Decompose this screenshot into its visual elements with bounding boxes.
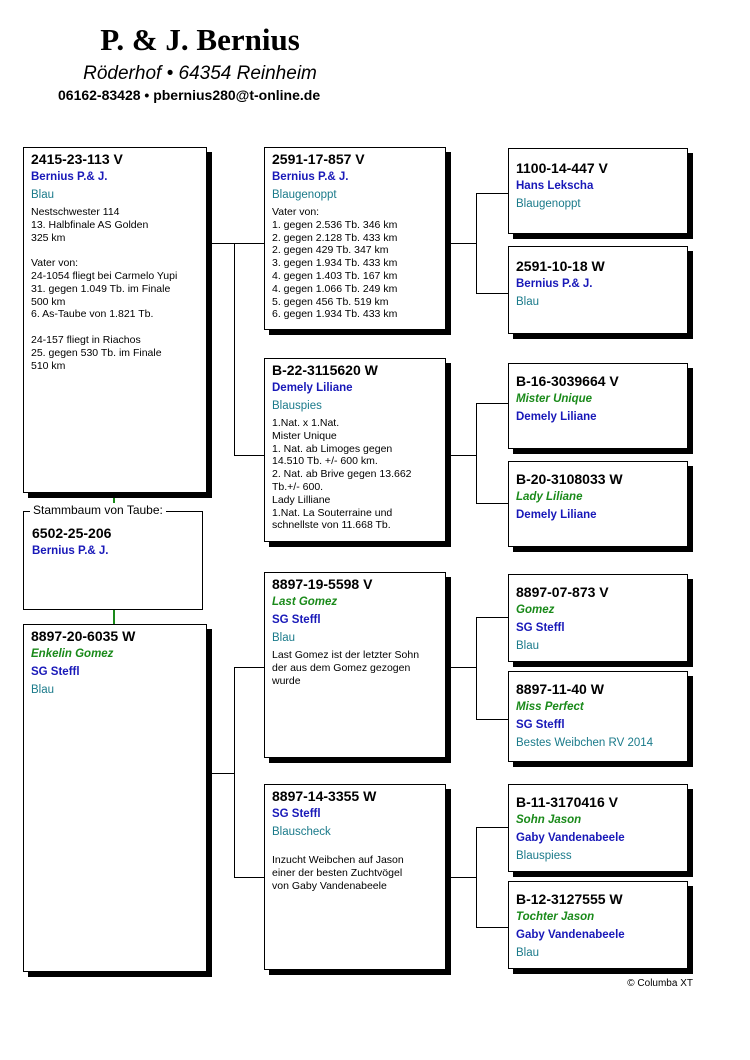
maternal-grandfather-card[interactable] — [264, 572, 446, 758]
breeder-contact: 06162-83428 • pbernius280@t-online.de — [58, 87, 321, 103]
ffm-card[interactable] — [508, 246, 688, 334]
ff-color: Blaugenoppt — [272, 189, 337, 201]
fm-color: Blauspies — [272, 400, 322, 412]
mm-ring-number: 8897-14-3355 W — [272, 788, 377, 804]
mmm-color: Blau — [516, 947, 540, 959]
fff-color: Blaugenoppt — [516, 198, 581, 210]
mf-color: Blau — [272, 632, 296, 644]
copyright: © Columba XT — [627, 978, 693, 989]
fmf-ring-number: B-16-3039664 V — [516, 373, 619, 389]
subject-card[interactable] — [23, 511, 203, 610]
mf-pigeon-name: Last Gomez — [272, 596, 338, 608]
ff-notes: Vater von: 1. gegen 2.536 Tb. 346 km 2. gegen 2.128 Tb. 433 km 2. gegen 429 Tb. 347 km 3. gegen 1.934 Tb. 433 km 4. gegen 1.403 Tb. 167 km 4. gegen 1.066 Tb. 249 km 5. gegen 456 Tb. 519 km 6. gegen 1.934 Tb. 433 km — [272, 206, 398, 321]
mmm-pigeon-name: Tochter Jason — [516, 911, 595, 923]
mm-notes: Inzucht Weibchen auf Jason einer der besten Zuchtvögel von Gaby Vandenabeele — [272, 854, 404, 892]
mfm-ring-number: 8897-11-40 W — [516, 681, 604, 697]
mmf-pigeon-name: Sohn Jason — [516, 814, 582, 826]
father-notes: Nestschwester 114 13. Halbfinale AS Golden 325 km Vater von: 24-1054 fliegt bei Carmelo Yupi 31. gegen 1.049 Tb. im Finale 500 km 6. As-Taube von 1.821 Tb. 24-157 fliegt in Riachos 25. gegen 530 Tb. im Finale 510 km — [31, 206, 178, 372]
fmm-pigeon-name: Lady Liliane — [516, 491, 583, 503]
mother-ring-number: 8897-20-6035 W — [31, 628, 136, 644]
mm-breeder: SG Steffl — [272, 808, 321, 820]
ffm-ring-number: 2591-10-18 W — [516, 258, 605, 274]
mother-card[interactable] — [23, 624, 207, 972]
mff-card[interactable] — [508, 574, 688, 662]
mm-color: Blauscheck — [272, 826, 331, 838]
ffm-color: Blau — [516, 296, 540, 308]
fmf-card[interactable] — [508, 363, 688, 449]
fmm-card[interactable] — [508, 461, 688, 547]
mf-ring-number: 8897-19-5598 V — [272, 576, 373, 592]
father-breeder: Bernius P.& J. — [31, 171, 108, 183]
mmf-ring-number: B-11-3170416 V — [516, 794, 618, 810]
fff-breeder: Hans Lekscha — [516, 180, 594, 192]
mmm-card[interactable] — [508, 881, 688, 969]
breeder-name-title: P. & J. Bernius — [100, 22, 300, 57]
mf-breeder: SG Steffl — [272, 614, 321, 626]
mfm-card[interactable] — [508, 671, 688, 762]
mfm-color: Bestes Weibchen RV 2014 — [516, 737, 654, 749]
mother-breeder: SG Steffl — [31, 666, 80, 678]
fm-notes: 1.Nat. x 1.Nat. Mister Unique 1. Nat. ab Limoges gegen 14.510 Tb. +/- 600 km. 2. Nat. ab Brive gegen 13.662 Tb.+/- 600. Lady Lilliane 1.Nat. La Souterraine und schnellste von 11.668 Tb. — [272, 417, 412, 532]
fmm-ring-number: B-20-3108033 W — [516, 471, 623, 487]
mf-notes: Last Gomez ist der letzter Sohn der aus dem Gomez gezogen wurde — [272, 649, 420, 687]
mmf-card[interactable] — [508, 784, 688, 872]
maternal-grandmother-card[interactable] — [264, 784, 446, 970]
fff-ring-number: 1100-14-447 V — [516, 160, 608, 176]
mother-pigeon-name: Enkelin Gomez — [31, 648, 114, 660]
ff-ring-number: 2591-17-857 V — [272, 151, 365, 167]
mmm-breeder: Gaby Vandenabeele — [516, 929, 625, 941]
fff-card[interactable] — [508, 148, 688, 234]
fm-ring-number: B-22-3115620 W — [272, 362, 378, 378]
mfm-breeder: SG Steffl — [516, 719, 565, 731]
mfm-pigeon-name: Miss Perfect — [516, 701, 584, 713]
mmm-ring-number: B-12-3127555 W — [516, 891, 623, 907]
fm-breeder: Demely Liliane — [272, 382, 353, 394]
father-card[interactable] — [23, 147, 207, 493]
mff-ring-number: 8897-07-873 V — [516, 584, 609, 600]
breeder-address: Röderhof • 64354 Reinheim — [83, 63, 317, 84]
subject-ring-number: 6502-25-206 — [32, 525, 112, 541]
fmf-pigeon-name: Mister Unique — [516, 393, 593, 405]
ff-breeder: Bernius P.& J. — [272, 171, 349, 183]
pedigree-label: Stammbaum von Taube: — [30, 503, 166, 517]
mff-color: Blau — [516, 640, 540, 652]
fmf-breeder: Demely Liliane — [516, 411, 597, 423]
ffm-breeder: Bernius P.& J. — [516, 278, 593, 290]
mother-color: Blau — [31, 684, 55, 696]
father-ring-number: 2415-23-113 V — [31, 151, 123, 167]
mff-pigeon-name: Gomez — [516, 604, 555, 616]
subject-breeder: Bernius P.& J. — [32, 545, 109, 557]
mff-breeder: SG Steffl — [516, 622, 565, 634]
father-color: Blau — [31, 189, 55, 201]
mmf-breeder: Gaby Vandenabeele — [516, 832, 625, 844]
paternal-grandmother-card[interactable] — [264, 358, 446, 542]
paternal-grandfather-card[interactable] — [264, 147, 446, 330]
fmm-breeder: Demely Liliane — [516, 509, 597, 521]
mmf-color: Blauspiess — [516, 850, 572, 862]
